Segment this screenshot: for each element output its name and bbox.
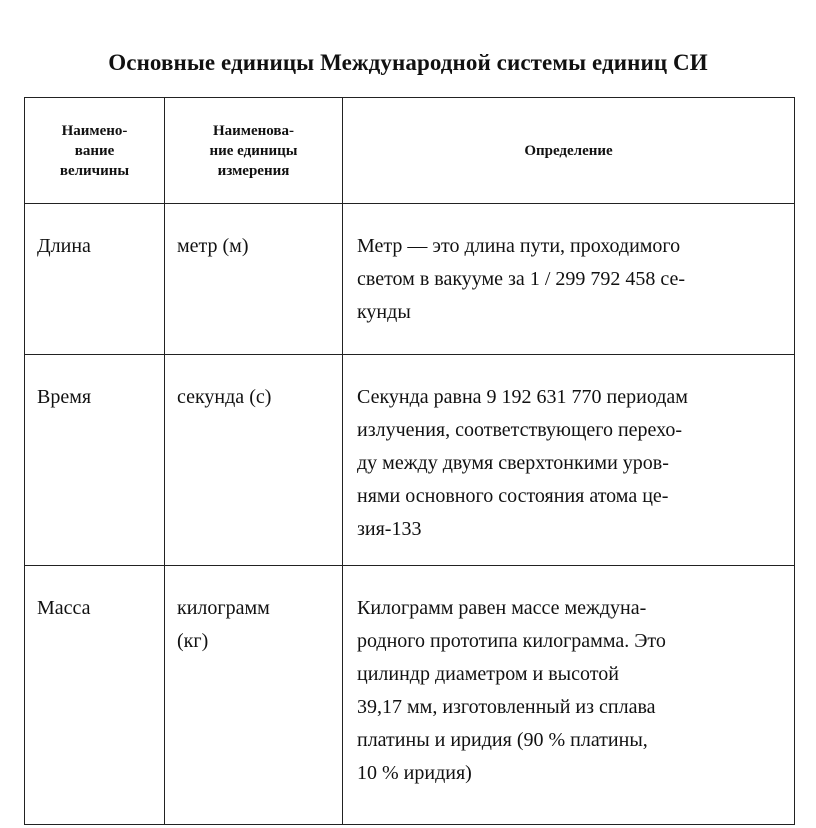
- table-row: [25, 566, 795, 825]
- table-row: [25, 355, 795, 566]
- table-header-row: [25, 98, 795, 204]
- quantity-cell: [25, 204, 165, 355]
- unit-text: метр (м): [177, 235, 249, 257]
- header-unit-label: Наименова- ние единицы измерения: [209, 122, 298, 179]
- quantity-text: Длина: [37, 235, 91, 257]
- page-title: Основные единицы Международной системы единиц СИ: [108, 50, 708, 75]
- definition-cell: [343, 566, 795, 825]
- definition-cell: [343, 204, 795, 355]
- unit-text: секунда (с): [177, 386, 272, 408]
- si-units-table: [24, 97, 795, 825]
- quantity-cell: [25, 355, 165, 566]
- quantity-cell: [25, 566, 165, 825]
- definition-text: Метр — это длина пути, проходимого светом в вакууме за 1 / 299 792 458 се- кунды: [357, 235, 686, 323]
- definition-cell: [343, 355, 795, 566]
- definition-text: Килограмм равен массе междуна- родного прототипа килограмма. Это цилиндр диаметром и высотой 39,17 мм, изготовленный из сплава платины и иридия (90 % платины, 10 % иридия): [357, 597, 666, 784]
- quantity-text: Время: [37, 386, 92, 408]
- unit-text: килограмм (кг): [177, 597, 270, 652]
- unit-cell: [165, 204, 343, 355]
- header-definition: [343, 98, 795, 204]
- definition-text: Секунда равна 9 192 631 770 периодам излучения, соответствующего перехо- ду между двумя сверхтонкими уров- нями основного состояния атома це- зия-133: [357, 386, 688, 540]
- header-definition-label: Определение: [524, 142, 613, 159]
- header-quantity-name: [25, 98, 165, 204]
- unit-cell: [165, 355, 343, 566]
- header-unit-name: [165, 98, 343, 204]
- table-row: [25, 204, 795, 355]
- quantity-text: Масса: [37, 597, 91, 619]
- unit-cell: [165, 566, 343, 825]
- header-quantity-label: Наимено- вание величины: [59, 122, 130, 179]
